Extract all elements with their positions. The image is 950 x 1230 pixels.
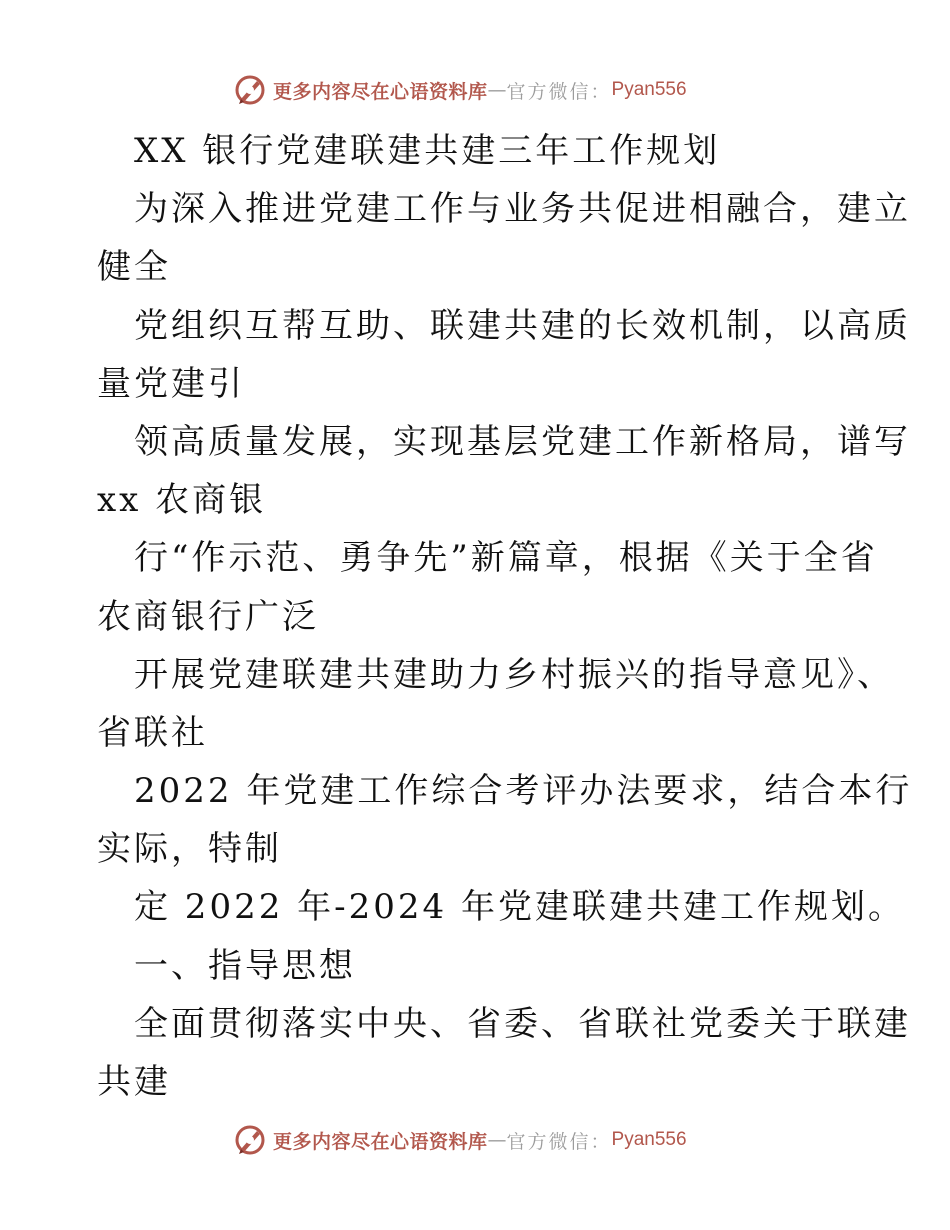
pen-seal-icon xyxy=(233,1123,267,1157)
watermark-wechat-label: 官方微信： xyxy=(506,80,612,103)
watermark-wechat-id: Pyan556 xyxy=(611,1129,687,1150)
doc-line: 省联社 xyxy=(97,712,208,753)
pen-seal-icon xyxy=(233,73,267,107)
document-body xyxy=(97,122,913,1111)
doc-line: 开展党建联建共建助力乡村振兴的指导意见》、 xyxy=(134,654,894,695)
watermark-wechat-id: Pyan556 xyxy=(611,79,687,100)
doc-line: 定 2022 年-2024 年党建联建共建工作规划。 xyxy=(134,887,905,928)
doc-line: 行“作示范、勇争先”新篇章，根据《关于全省 xyxy=(134,538,878,579)
watermark-dash: — xyxy=(487,1129,507,1151)
doc-line: 健全 xyxy=(97,247,171,288)
watermark-wechat-label: 官方微信： xyxy=(506,1130,612,1153)
watermark-dash: — xyxy=(487,79,507,101)
doc-line: 实际，特制 xyxy=(97,829,282,870)
doc-line: 领高质量发展，实现基层党建工作新格局，谱写 xyxy=(134,421,911,462)
watermark-text: 更多内容尽在心语资料库 xyxy=(273,80,488,103)
doc-line: 农商银行广泛 xyxy=(97,596,319,637)
header-watermark xyxy=(233,70,687,110)
doc-line: 为深入推进党建工作与业务共促进相融合，建立 xyxy=(134,189,911,230)
doc-line: 2022 年党建工作综合考评办法要求，结合本行 xyxy=(134,771,913,812)
doc-title: XX 银行党建联建共建三年工作规划 xyxy=(134,131,721,171)
doc-line: 共建 xyxy=(97,1062,171,1102)
footer-watermark xyxy=(233,1120,687,1160)
watermark-text: 更多内容尽在心语资料库 xyxy=(273,1130,488,1153)
doc-line: 全面贯彻落实中央、省委、省联社党委关于联建 xyxy=(134,1003,911,1044)
section-heading: 一、指导思想 xyxy=(134,945,356,986)
doc-line: 量党建引 xyxy=(97,363,245,404)
doc-line: 党组织互帮互助、联建共建的长效机制，以高质 xyxy=(134,305,911,346)
doc-line: xx 农商银 xyxy=(97,480,267,521)
